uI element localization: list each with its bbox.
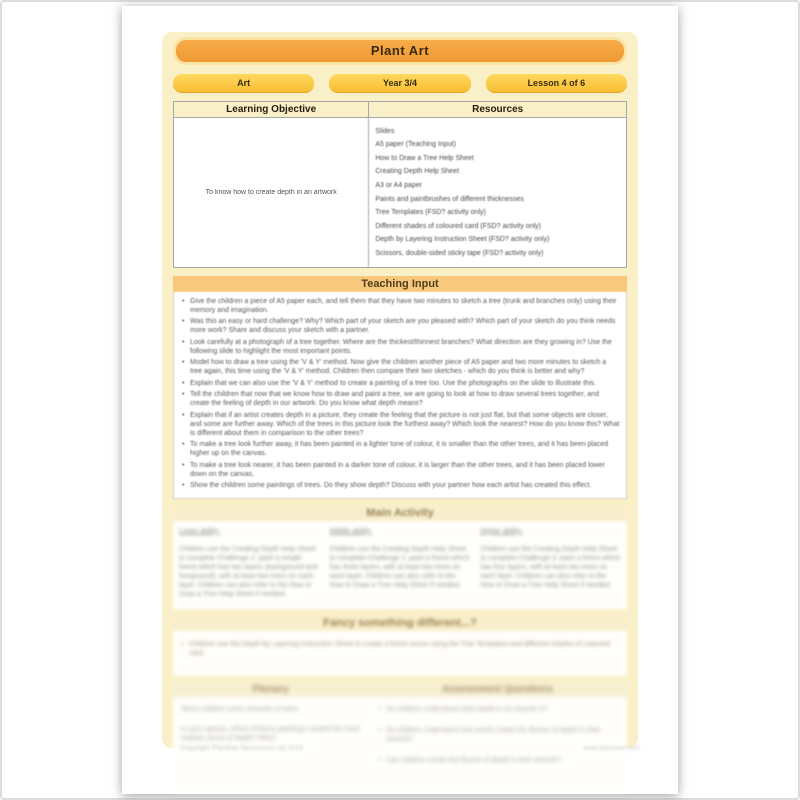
resource-item: A5 paper (Teaching Input) <box>375 141 456 149</box>
main-activity-header: Main Activity <box>173 505 627 521</box>
learning-objective-text: To know how to create depth in an artwork <box>205 188 337 196</box>
fancy-different-list <box>173 631 627 677</box>
assessment-bullet: • Can children create the illusion of depth in their artwork? <box>376 756 619 765</box>
assessment-bullet: • Do children understand what depth in an artwork is? <box>376 705 619 714</box>
fancy-bullet: • Children use the Depth by Layering Instruction Sheet to create a forest scene using the Tree Templates and different shades of coloured card. <box>179 640 621 658</box>
page-title: Plant Art <box>176 40 624 62</box>
ability-column-text: Children use the Creating Depth Help Sheet to complete Challenge 1: paint a simple forest which has two layers (background and foreground), with at least two trees on each layer. Children can also refer to the How to Draw a Tree Help Sheet if needed. <box>179 545 318 598</box>
teaching-input-header: Teaching Input <box>173 276 627 292</box>
lesson-number-badge: Lesson 4 of 6 <box>486 74 627 93</box>
ability-column-text: Children use the Creating Depth Help Sheet to complete Challenge 2: paint a forest which has three layers, with at least two trees on each layer. Children can also refer to the How to Draw a Tree Help Sheet if needed. <box>329 545 470 589</box>
plenary-paragraph: In your opinion, which of these paintings created the most realistic sense of depth? Why? <box>181 726 360 743</box>
resource-item: A3 or A4 paper <box>375 181 423 189</box>
teaching-bullet: • Explain that if an artist creates depth in a picture, they create the feeling that the picture is not just flat, but that some objects are closer, and some are further away. Which of the trees in this picture look the furthest away? Which look the nearest? How do you know this? What is different about them in comparison to the other trees? <box>180 411 620 438</box>
assessment-bullet: • Do children understand how artists create the illusion of depth in their artwork? <box>376 726 619 744</box>
teaching-bullet: • To make a tree look nearer, it has been painted in a darker tone of colour, it is larger than the other trees, and it has been placed lower down on the canvas. <box>180 461 620 479</box>
plenary-paragraph: Show children some artworks of trees. <box>181 706 300 714</box>
title-bar-glow <box>173 37 627 65</box>
teaching-bullet: • Was this an easy or hard challenge? Why? Which part of your sketch are you pleased with? Which part of your sketch do you think needs more work? Share and discuss your sketch with a partner. <box>180 317 620 335</box>
main-activity-columns <box>173 521 627 609</box>
teaching-bullet: • Look carefully at a photograph of a tree together. Where are the thickest/thinnest branches? What direction are they growing in? Use the following slide to highlight the most important points. <box>180 338 620 356</box>
copyright-text: Copyright PlanBee Resources Ltd 2019 <box>180 745 303 752</box>
teaching-bullet: • To make a tree look further away, it has been painted in a lighter tone of colour, it is smaller than the other trees, and it has been placed higher up on the canvas. <box>180 440 620 458</box>
teaching-input-list <box>173 292 627 499</box>
resource-item: Depth by Layering Instruction Sheet (FSD? activity only) <box>375 236 550 244</box>
ability-column-heading: Middle ability: <box>329 527 373 535</box>
ability-column-lower <box>179 527 320 599</box>
plenary-assessment-table <box>173 682 627 791</box>
teaching-bullet: • Model how to draw a tree using the 'V & Y' method. Now give the children another piece of A5 paper and two more minutes to sketch a tree again, this time using the 'V & Y' method. Children then compare their two sketches - which do you think is better and why? <box>180 358 620 376</box>
resource-item: Slides <box>375 127 395 135</box>
badge-row <box>173 74 627 93</box>
resource-item: Scissors, double-sided sticky tape (FSD? activity only) <box>375 249 544 257</box>
ability-column-heading: Lower ability: <box>179 527 220 535</box>
learning-objective-header: Learning Objective <box>174 102 368 118</box>
assessment-header: Assessment Questions <box>368 682 627 697</box>
website-text: www.planbee.com <box>583 745 640 752</box>
resource-item: Tree Templates (FSD? activity only) <box>375 209 486 217</box>
fancy-different-header: Fancy something different...? <box>173 615 627 631</box>
ability-column-text: Children use the Creating Depth Help Sheet to complete Challenge 3: paint a forest which has four layers, with at least two trees on each layer. Children can also refer to the How to Draw a Tree Help Sheet if needed. <box>480 545 621 589</box>
teaching-bullet: • Tell the children that now that we know how to draw and paint a tree, we are going to look at how to draw several trees together, and create the feeling of depth in our artwork. Do you know what depth means? <box>180 390 620 408</box>
resource-item: Paints and paintbrushes of different thicknesses <box>375 195 524 203</box>
resource-item: How to Draw a Tree Help Sheet <box>375 154 474 162</box>
resources-list <box>368 118 626 267</box>
ability-column-heading: Higher ability: <box>480 527 523 535</box>
resource-item: Creating Depth Help Sheet <box>375 168 460 176</box>
teaching-bullet: • Explain that we can also use the 'V & Y' method to create a painting of a tree too. Use the photographs on the slide to illustrate this. <box>180 379 620 388</box>
objective-resources-table <box>173 101 627 268</box>
lesson-plan-page <box>122 6 678 794</box>
resource-item: Different shades of coloured card (FSD? activity only) <box>375 222 541 230</box>
teaching-bullet: • Give the children a piece of A5 paper each, and tell them that they have two minutes to sketch a tree (trunk and branches only) using their memory and imagination. <box>180 297 620 315</box>
teaching-bullet: • Show the children some paintings of trees. Do they show depth? Discuss with your partner how each artist has created this effect. <box>180 481 620 490</box>
ability-column-middle <box>330 527 471 599</box>
year-badge: Year 3/4 <box>329 74 470 93</box>
subject-badge: Art <box>173 74 314 93</box>
plenary-header: Plenary <box>173 682 368 697</box>
resources-header: Resources <box>368 102 626 118</box>
ability-column-higher <box>480 527 621 599</box>
